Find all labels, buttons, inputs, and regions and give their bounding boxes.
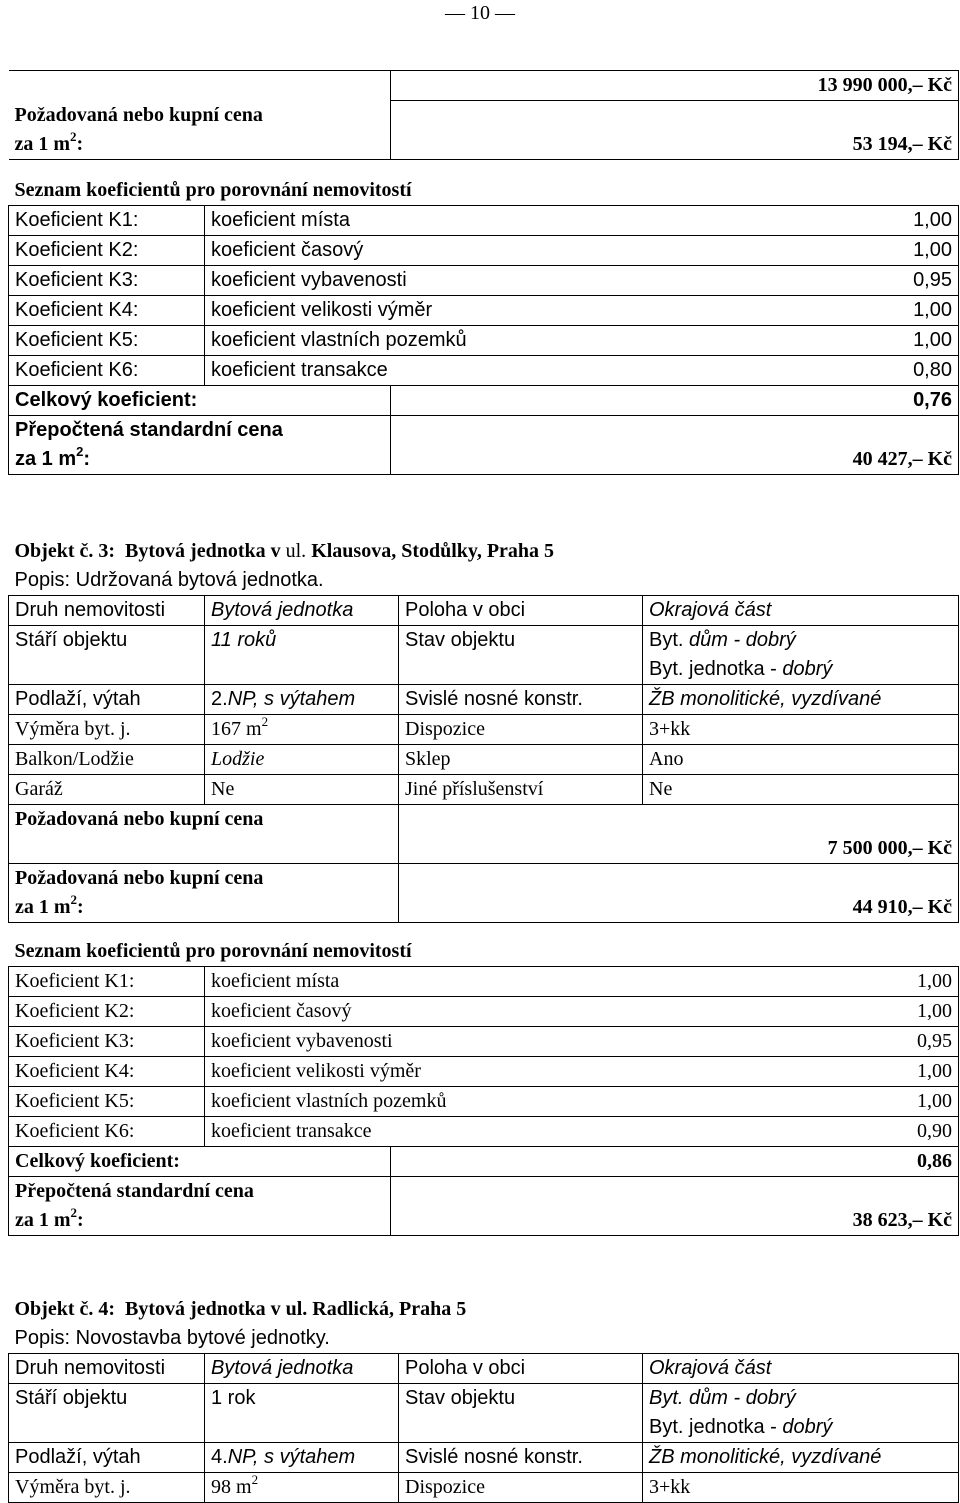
std-price-label: Přepočtená standardní cena <box>9 1177 391 1207</box>
coef-k: Koeficient K1: <box>9 967 205 997</box>
coef-heading: Seznam koeficientů pro porovnání nemovitostí <box>9 176 959 206</box>
druh-label: Druh nemovitosti <box>9 596 205 626</box>
price-m2: 53 194,– Kč <box>391 130 959 160</box>
std-price-m2-label: za 1 $m^2$: <box>9 1206 391 1236</box>
object-3-description: Popis: Udržovaná bytová jednotka. <box>9 566 959 596</box>
object-3-title: Objekt č. 3: Bytová jednotka v ul. Klausova, Stodůlky, Praha 5 <box>14 540 555 562</box>
druh-label: Druh nemovitosti <box>9 1354 205 1384</box>
vymera-label: Výměra byt. j. <box>9 1473 205 1503</box>
page-number: — 10 — <box>445 2 515 24</box>
garaz-label: Garáž <box>9 775 205 805</box>
stari-label: Stáří objektu <box>9 1384 205 1414</box>
coef-row: koeficient vlastních pozemků 1,00 <box>205 326 959 356</box>
price-m2-label-unit: za 1 $m^2$: <box>9 893 399 923</box>
dispozice-value: 3+kk <box>643 715 959 745</box>
podlazi-value: 4.NP, s výtahem <box>205 1443 399 1473</box>
vymera-value: 167 $m^2$ <box>205 715 399 745</box>
price-total: 7 500 000,– Kč <box>399 834 959 864</box>
coef-k: Koeficient K3: <box>9 266 205 296</box>
nosne-label: Svislé nosné konstr. <box>399 1443 643 1473</box>
poloha-label: Poloha v obci <box>399 596 643 626</box>
object-4-title: Objekt č. 4: Bytová jednotka v ul. Radlická, Praha 5 <box>14 1298 467 1320</box>
druh-value: Bytová jednotka <box>205 1354 399 1384</box>
jine-label: Jiné příslušenství <box>399 775 643 805</box>
coef-row: koeficient místa 1,00 <box>205 967 959 997</box>
stav-value-2: Byt. jednotka - dobrý <box>643 655 959 685</box>
total-coef-label: Celkový koeficient: <box>9 386 391 416</box>
price-label: Požadovaná nebo kupní cena <box>9 805 399 834</box>
object-4-description: Popis: Novostavba bytové jednotky. <box>9 1324 959 1354</box>
price-m2-label: Požadovaná nebo kupní cena <box>9 864 399 894</box>
coef-k: Koeficient K4: <box>9 1057 205 1087</box>
vymera-label: Výměra byt. j. <box>9 715 205 745</box>
coef-row: koeficient velikosti výměr 1,00 <box>205 296 959 326</box>
coef-row: koeficient vybavenosti 0,95 <box>205 266 959 296</box>
poloha-label: Poloha v obci <box>399 1354 643 1384</box>
stari-value: 1 rok <box>205 1384 399 1414</box>
price-m2: 44 910,– Kč <box>399 893 959 923</box>
nosne-value: ŽB monolitické, vyzdívané <box>643 1443 959 1473</box>
druh-value: Bytová jednotka <box>205 596 399 626</box>
coef-k: Koeficient K6: <box>9 356 205 386</box>
std-price-m2-label: za 1 $m^2$: <box>9 445 391 475</box>
balkon-value: Lodžie <box>205 745 399 775</box>
coef-k: Koeficient K2: <box>9 236 205 266</box>
std-price-value: 40 427,– Kč <box>391 445 959 475</box>
vymera-value: 98 $m^2$ <box>205 1473 399 1503</box>
coef-k: Koeficient K4: <box>9 296 205 326</box>
coef-row: koeficient vlastních pozemků 1,00 <box>205 1087 959 1117</box>
stav-value-1: Byt. dům - dobrý <box>643 626 959 656</box>
coef-row: koeficient velikosti výměr 1,00 <box>205 1057 959 1087</box>
podlazi-label: Podlaží, výtah <box>9 1443 205 1473</box>
object-3 <box>8 537 959 1236</box>
coef-k: Koeficient K5: <box>9 1087 205 1117</box>
sklep-value: Ano <box>643 745 959 775</box>
garaz-value: Ne <box>205 775 399 805</box>
poloha-value: Okrajová část <box>643 1354 959 1384</box>
coef-k: Koeficient K2: <box>9 997 205 1027</box>
stari-label: Stáří objektu <box>9 626 205 656</box>
coef-row: koeficient časový 1,00 <box>205 236 959 266</box>
podlazi-value: 2.NP, s výtahem <box>205 685 399 715</box>
jine-value: Ne <box>643 775 959 805</box>
price-total: 13 990 000,– Kč <box>391 71 959 101</box>
object-4 <box>8 1295 959 1503</box>
stav-value-1: Byt. dům - dobrý <box>643 1384 959 1414</box>
coef-k: Koeficient K5: <box>9 326 205 356</box>
total-coef-value: 0,86 <box>391 1147 959 1177</box>
stav-label: Stav objektu <box>399 1384 643 1414</box>
dispozice-value: 3+kk <box>643 1473 959 1503</box>
nosne-value: ŽB monolitické, vyzdívané <box>643 685 959 715</box>
balkon-label: Balkon/Lodžie <box>9 745 205 775</box>
dispozice-label: Dispozice <box>399 1473 643 1503</box>
sklep-label: Sklep <box>399 745 643 775</box>
coef-row: koeficient vybavenosti 0,95 <box>205 1027 959 1057</box>
coef-row: koeficient časový 1,00 <box>205 997 959 1027</box>
object-2-summary <box>8 70 959 475</box>
stav-label: Stav objektu <box>399 626 643 656</box>
price-label: Požadovaná nebo kupní cena <box>14 104 263 126</box>
poloha-value: Okrajová část <box>643 596 959 626</box>
coef-k: Koeficient K1: <box>9 206 205 236</box>
nosne-label: Svislé nosné konstr. <box>399 685 643 715</box>
stari-value: 11 roků <box>205 626 399 656</box>
dispozice-label: Dispozice <box>399 715 643 745</box>
coef-row: koeficient místa 1,00 <box>205 206 959 236</box>
std-price-label: Přepočtená standardní cena <box>9 416 391 446</box>
total-coef-value: 0,76 <box>391 386 959 416</box>
coef-row: koeficient transakce 0,80 <box>205 356 959 386</box>
price-m2-label: za 1 $m^2$: <box>9 130 391 160</box>
stav-value-2: Byt. jednotka - dobrý <box>643 1413 959 1443</box>
coef-k: Koeficient K3: <box>9 1027 205 1057</box>
total-coef-label: Celkový koeficient: <box>9 1147 391 1177</box>
coef-heading: Seznam koeficientů pro porovnání nemovitostí <box>9 937 959 967</box>
coef-k: Koeficient K6: <box>9 1117 205 1147</box>
coef-row: koeficient transakce 0,90 <box>205 1117 959 1147</box>
podlazi-label: Podlaží, výtah <box>9 685 205 715</box>
std-price-value: 38 623,– Kč <box>391 1206 959 1236</box>
